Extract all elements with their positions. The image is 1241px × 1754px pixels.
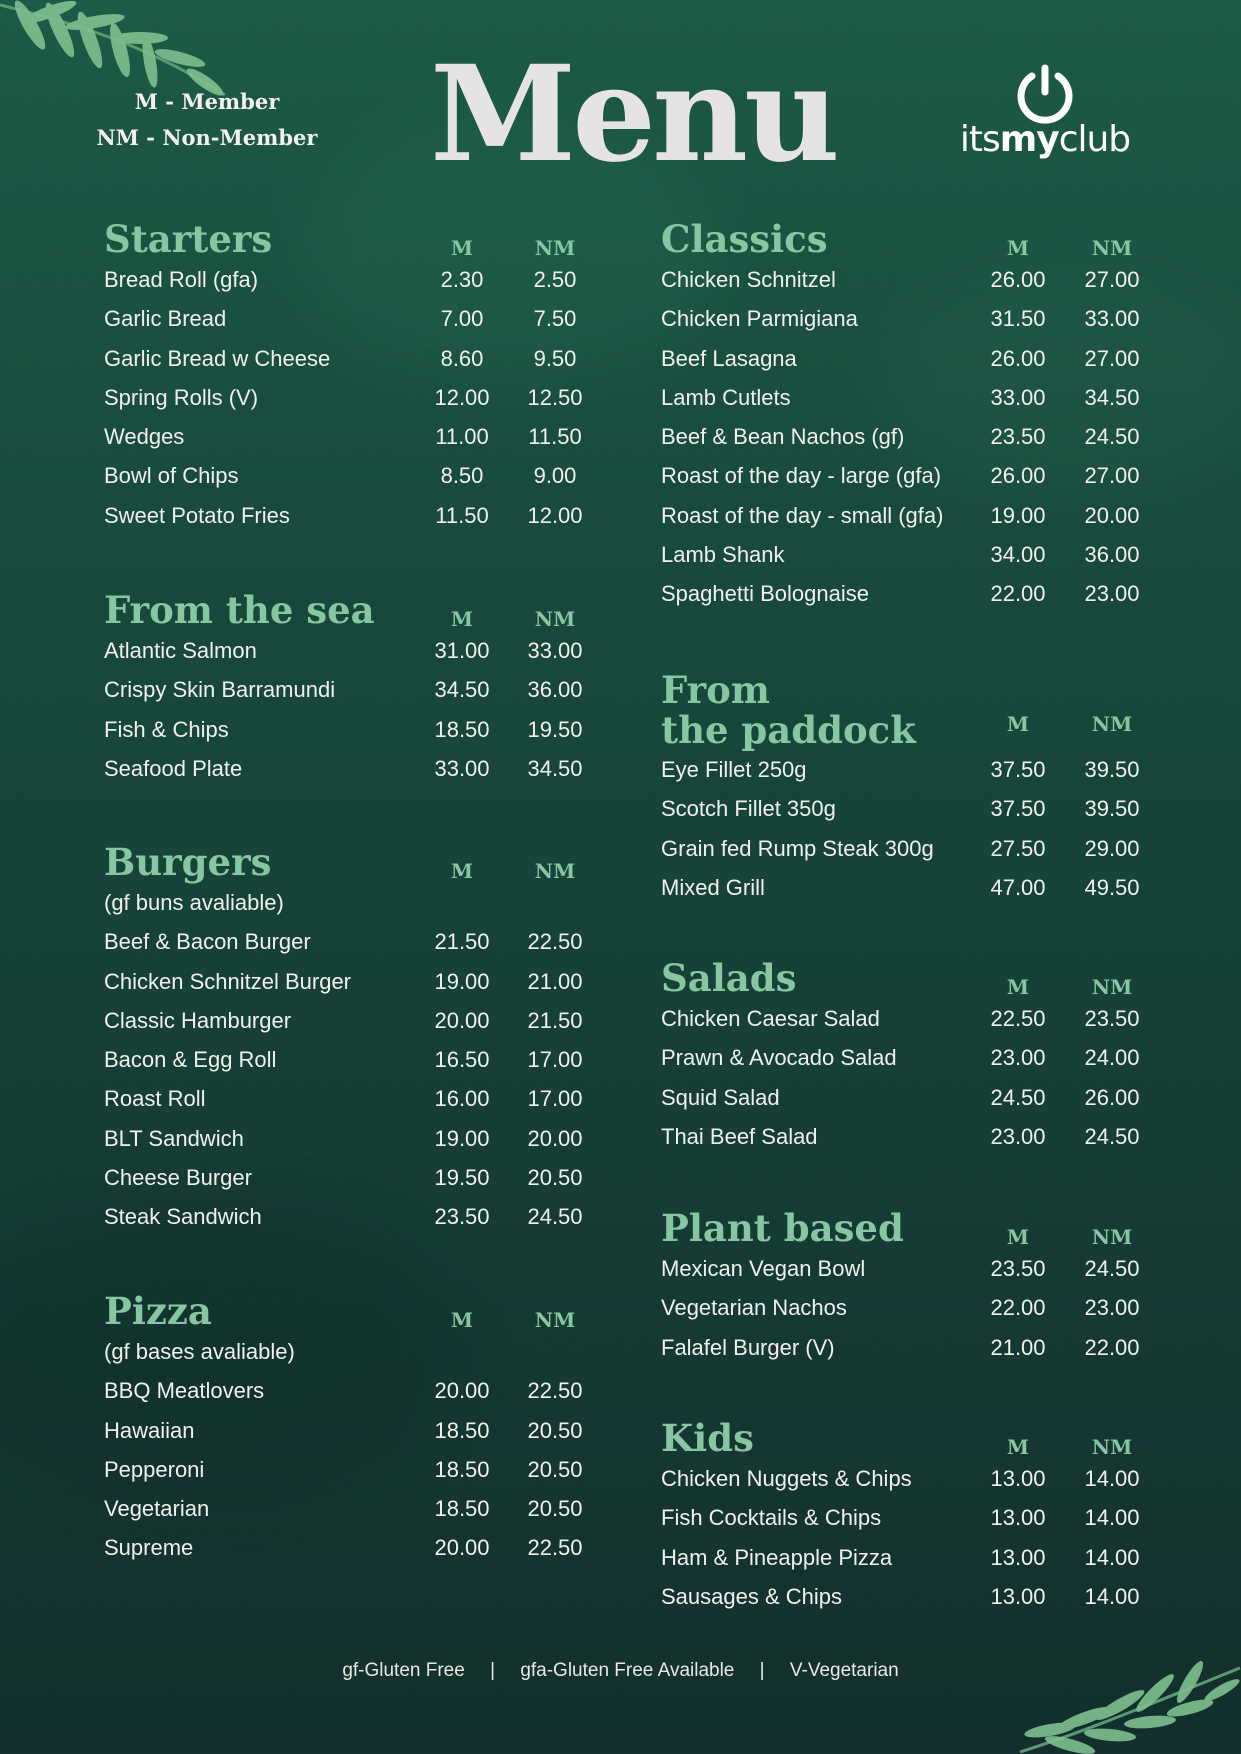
footer-separator: | <box>759 1660 765 1681</box>
member-price: 13.00 <box>990 1505 1046 1531</box>
menu-item-name: Atlantic Salmon <box>104 638 257 663</box>
menu-item-name: Squid Salad <box>661 1084 780 1110</box>
menu-item-name: Supreme <box>104 1535 194 1561</box>
column-header-member: M <box>450 859 474 883</box>
footer-gluten-free: gf-Gluten Free <box>342 1660 465 1681</box>
menu-item-name: BBQ Meatlovers <box>104 1378 265 1404</box>
member-price: 22.50 <box>990 1006 1046 1031</box>
section-title: Pizza <box>104 1289 212 1333</box>
member-price: 20.00 <box>434 1007 490 1033</box>
section-note: (gf bases avaliable) <box>104 1339 295 1364</box>
menu-item <box>661 417 1161 456</box>
member-price: 13.00 <box>990 1583 1046 1609</box>
menu-item <box>661 1078 1161 1117</box>
non-member-price: 14.00 <box>1084 1583 1140 1609</box>
menu-item <box>661 1288 1161 1327</box>
non-member-price: 36.00 <box>1084 542 1140 568</box>
menu-item-name: Roast of the day - large (gfa) <box>661 463 942 489</box>
menu-item-name: Beef & Bacon Burger <box>104 929 311 955</box>
column-header-member: M <box>450 1308 474 1332</box>
column-header-member: M <box>1006 1435 1030 1459</box>
member-price: 18.50 <box>434 1417 490 1443</box>
menu-item-name: Fish Cocktails & Chips <box>661 1505 882 1531</box>
column-header-non-member: NM <box>534 859 576 883</box>
menu-item <box>661 456 1161 495</box>
menu-item <box>661 750 1161 789</box>
non-member-price: 27.00 <box>1084 267 1140 292</box>
non-member-price: 33.00 <box>527 638 583 663</box>
menu-item <box>104 1040 604 1079</box>
menu-item <box>104 1528 604 1567</box>
non-member-price: 33.00 <box>1084 306 1140 332</box>
menu-item <box>104 1001 604 1040</box>
member-price: 8.50 <box>440 463 484 489</box>
menu-item-name: Beef Lasagna <box>661 345 797 371</box>
non-member-price: 17.00 <box>527 1086 583 1112</box>
member-price: 24.50 <box>990 1084 1046 1110</box>
member-price: 16.50 <box>434 1047 490 1073</box>
menu-item-name: Mixed Grill <box>661 874 765 900</box>
menu-item-name: Chicken Caesar Salad <box>661 1006 880 1031</box>
menu-item <box>104 417 604 456</box>
menu-item <box>104 1079 604 1118</box>
member-price: 23.00 <box>990 1123 1046 1149</box>
menu-item-name: Bacon & Egg Roll <box>104 1047 277 1073</box>
member-price: 7.00 <box>440 306 484 332</box>
non-member-price: 7.50 <box>533 306 577 332</box>
menu-item-name: Chicken Parmigiana <box>661 306 858 332</box>
member-price: 34.00 <box>990 542 1046 568</box>
menu-item <box>661 1249 1161 1288</box>
menu-item-name: Falafel Burger (V) <box>661 1334 835 1360</box>
member-price: 11.00 <box>435 424 489 450</box>
menu-item-name: Eye Fillet 250g <box>661 757 807 782</box>
non-member-price: 23.00 <box>1084 581 1140 607</box>
menu-item-name: Garlic Bread <box>104 306 227 332</box>
non-member-price: 14.00 <box>1084 1505 1140 1531</box>
section-title: Kids <box>661 1416 754 1460</box>
menu-item <box>661 868 1161 907</box>
member-price: 23.50 <box>990 424 1046 450</box>
non-member-price: 20.00 <box>527 1125 583 1151</box>
non-member-price: 27.00 <box>1084 345 1140 371</box>
menu-item <box>661 1459 1161 1498</box>
non-member-price: 20.50 <box>527 1496 583 1522</box>
menu-item <box>661 789 1161 828</box>
non-member-price: 22.50 <box>527 1378 583 1404</box>
menu-item-name: Spaghetti Bolognaise <box>661 581 869 607</box>
menu-item <box>104 710 604 749</box>
menu-item-name: Beef & Bean Nachos (gf) <box>661 424 905 450</box>
menu-item <box>661 339 1161 378</box>
menu-item <box>104 922 604 961</box>
non-member-price: 9.00 <box>533 463 577 489</box>
member-price: 22.00 <box>990 581 1046 607</box>
non-member-price: 20.50 <box>527 1165 583 1191</box>
menu-title: Menu <box>430 37 837 192</box>
member-price: 21.50 <box>434 929 490 955</box>
non-member-price: 24.50 <box>1084 424 1140 450</box>
menu-item-name: Bread Roll (gfa) <box>104 267 259 292</box>
menu-item <box>661 378 1161 417</box>
menu-item <box>104 260 604 299</box>
menu-item-name: Mexican Vegan Bowl <box>661 1256 866 1281</box>
menu-item-name: Classic Hamburger <box>104 1007 292 1033</box>
menu-item-name: Chicken Schnitzel Burger <box>104 968 352 994</box>
member-price: 18.50 <box>434 1456 490 1482</box>
menu-item-name: Spring Rolls (V) <box>104 384 259 410</box>
member-price: 47.00 <box>990 874 1046 900</box>
section-kids <box>661 1411 1161 1616</box>
non-member-price: 27.00 <box>1084 463 1140 489</box>
dietary-legend-footer <box>0 1660 1241 1682</box>
section-title: Salads <box>661 956 797 1000</box>
section-burgers <box>104 835 604 1237</box>
member-price: 19.00 <box>990 502 1046 528</box>
member-price: 37.50 <box>990 796 1046 822</box>
column-header-member: M <box>1006 1225 1030 1249</box>
menu-item <box>661 1328 1161 1367</box>
section-title: Classics <box>661 217 828 261</box>
menu-item-name: Chicken Nuggets & Chips <box>661 1466 912 1491</box>
member-price: 16.00 <box>434 1086 490 1112</box>
section-from-the-sea <box>104 583 604 788</box>
menu-item-name: Sausages & Chips <box>661 1583 842 1609</box>
non-member-price: 14.00 <box>1084 1544 1140 1570</box>
non-member-price: 22.50 <box>527 1535 583 1561</box>
non-member-price: 36.00 <box>527 677 583 703</box>
section-plant-based <box>661 1201 1161 1367</box>
menu-item-name: Wedges <box>104 424 185 450</box>
member-price: 8.60 <box>440 345 484 371</box>
menu-item <box>104 1450 604 1489</box>
menu-item <box>104 1411 604 1450</box>
menu-item <box>661 496 1161 535</box>
non-member-price: 14.00 <box>1084 1466 1140 1491</box>
non-member-price: 23.50 <box>1084 1006 1140 1031</box>
member-price: 33.00 <box>990 384 1046 410</box>
column-header-member: M <box>1006 975 1030 999</box>
menu-item-name: Ham & Pineapple Pizza <box>661 1544 893 1570</box>
menu-item <box>661 535 1161 574</box>
menu-item <box>104 496 604 535</box>
non-member-price: 20.50 <box>527 1456 583 1482</box>
non-member-price: 39.50 <box>1084 796 1140 822</box>
column-header-member: M <box>1006 712 1030 736</box>
non-member-price: 24.50 <box>527 1204 583 1230</box>
member-price: 26.00 <box>990 345 1046 371</box>
member-price: 12.00 <box>434 384 490 410</box>
footer-separator: | <box>490 1660 496 1681</box>
section-title: Burgers <box>104 840 272 884</box>
member-price: 26.00 <box>990 463 1046 489</box>
section-title: From the paddock <box>661 668 916 752</box>
section-title: Starters <box>104 217 273 261</box>
menu-item-name: Steak Sandwich <box>104 1204 262 1230</box>
section-pizza <box>104 1284 604 1568</box>
non-member-price: 29.00 <box>1084 835 1140 861</box>
menu-item <box>661 1498 1161 1537</box>
section-title: Plant based <box>661 1206 904 1250</box>
non-member-price: 19.50 <box>527 716 583 742</box>
non-member-price: 20.50 <box>527 1417 583 1443</box>
menu-item-name: Roast Roll <box>104 1086 206 1112</box>
non-member-price: 2.50 <box>533 267 577 292</box>
non-member-price: 17.00 <box>527 1047 583 1073</box>
column-header-non-member: NM <box>534 1308 576 1332</box>
member-price: 31.50 <box>990 306 1046 332</box>
member-price: 18.50 <box>434 1496 490 1522</box>
non-member-price: 21.50 <box>527 1007 583 1033</box>
menu-item-name: Crispy Skin Barramundi <box>104 677 336 703</box>
section-note: (gf buns avaliable) <box>104 890 284 915</box>
column-header-member: M <box>450 607 474 631</box>
footer-vegetarian: V-Vegetarian <box>789 1660 899 1681</box>
section-starters <box>104 212 604 535</box>
menu-item <box>104 299 604 338</box>
menu-item <box>661 1577 1161 1616</box>
non-member-price: 20.00 <box>1084 502 1140 528</box>
non-member-price: 34.50 <box>1084 384 1140 410</box>
member-price: 27.50 <box>990 835 1046 861</box>
non-member-price: 39.50 <box>1084 757 1140 782</box>
non-member-price: 23.00 <box>1084 1295 1140 1321</box>
menu-item <box>104 670 604 709</box>
non-member-price: 11.50 <box>528 424 582 450</box>
menu-item <box>661 574 1161 613</box>
menu-item-name: Lamb Shank <box>661 542 785 568</box>
member-price: 13.00 <box>990 1544 1046 1570</box>
non-member-price: 49.50 <box>1084 874 1140 900</box>
menu-item <box>661 829 1161 868</box>
member-price: 23.00 <box>990 1045 1046 1071</box>
column-header-non-member: NM <box>1091 712 1133 736</box>
member-price: 19.50 <box>434 1165 490 1191</box>
menu-item <box>661 260 1161 299</box>
menu-item <box>104 749 604 788</box>
non-member-price: 22.50 <box>527 929 583 955</box>
menu-item-name: Chicken Schnitzel <box>661 267 836 292</box>
member-price: 22.00 <box>990 1295 1046 1321</box>
member-price: 23.50 <box>990 1256 1046 1281</box>
menu-item <box>104 339 604 378</box>
menu-item <box>661 299 1161 338</box>
section-salads <box>661 951 1161 1156</box>
section-title: From the sea <box>104 588 375 632</box>
member-price: 11.50 <box>435 502 489 528</box>
menu-item-name: Vegetarian <box>104 1496 210 1522</box>
menu-item <box>104 1119 604 1158</box>
menu-item-name: Roast of the day - small (gfa) <box>661 502 944 528</box>
non-member-price: 22.00 <box>1084 1334 1140 1360</box>
menu-item <box>104 1197 604 1236</box>
menu-item-name: Seafood Plate <box>104 755 243 781</box>
menu-item-name: Prawn & Avocado Salad <box>661 1045 897 1071</box>
non-member-price: 24.50 <box>1084 1256 1140 1281</box>
menu-item-name: Cheese Burger <box>104 1165 252 1191</box>
member-price: 37.50 <box>990 757 1046 782</box>
menu-item <box>661 999 1161 1038</box>
member-price: 34.50 <box>434 677 490 703</box>
menu-item <box>104 1489 604 1528</box>
member-price: 2.30 <box>440 267 484 292</box>
column-header-member: M <box>1006 236 1030 260</box>
column-header-non-member: NM <box>534 236 576 260</box>
non-member-price: 34.50 <box>527 755 583 781</box>
non-member-price: 21.00 <box>527 968 583 994</box>
menu-item <box>661 1038 1161 1077</box>
non-member-price: 12.50 <box>527 384 583 410</box>
menu-item-name: Lamb Cutlets <box>661 384 791 410</box>
menu-item <box>104 456 604 495</box>
membership-legend <box>92 84 322 156</box>
member-price: 19.00 <box>434 968 490 994</box>
member-price: 21.00 <box>990 1334 1046 1360</box>
menu-item-name: Thai Beef Salad <box>661 1123 818 1149</box>
menu-item-name: Vegetarian Nachos <box>661 1295 847 1321</box>
non-member-price: 9.50 <box>533 345 577 371</box>
menu-item-name: Pepperoni <box>104 1456 205 1482</box>
column-header-non-member: NM <box>1091 1435 1133 1459</box>
menu-item-name: Scotch Fillet 350g <box>661 796 836 822</box>
itsmyclub-logo <box>956 64 1134 168</box>
legend-member: M - Member <box>134 89 280 114</box>
section-classics <box>661 212 1161 614</box>
menu-item <box>104 631 604 670</box>
logo-wordmark: itsmyclub <box>959 119 1131 160</box>
menu-item <box>104 1158 604 1197</box>
menu-item-name: Garlic Bread w Cheese <box>104 345 331 371</box>
menu-item-name: Grain fed Rump Steak 300g <box>661 835 934 861</box>
menu-item-name: Hawaiian <box>104 1417 195 1443</box>
non-member-price: 12.00 <box>527 502 583 528</box>
member-price: 20.00 <box>434 1378 490 1404</box>
member-price: 18.50 <box>434 716 490 742</box>
legend-non-member: NM - Non-Member <box>96 125 318 150</box>
section-from-the-paddock <box>661 668 1161 907</box>
column-header-non-member: NM <box>1091 975 1133 999</box>
member-price: 26.00 <box>990 267 1046 292</box>
menu-item-name: BLT Sandwich <box>104 1125 244 1151</box>
menu-item <box>104 378 604 417</box>
member-price: 23.50 <box>434 1204 490 1230</box>
member-price: 19.00 <box>434 1125 490 1151</box>
footer-gluten-free-available: gfa-Gluten Free Available <box>520 1660 735 1681</box>
member-price: 31.00 <box>434 638 490 663</box>
non-member-price: 26.00 <box>1084 1084 1140 1110</box>
menu-item <box>104 1371 604 1410</box>
menu-item <box>661 1117 1161 1156</box>
member-price: 20.00 <box>434 1535 490 1561</box>
column-header-non-member: NM <box>1091 236 1133 260</box>
menu-item <box>104 962 604 1001</box>
menu-item <box>661 1538 1161 1577</box>
member-price: 33.00 <box>434 755 490 781</box>
menu-item-name: Bowl of Chips <box>104 463 239 489</box>
non-member-price: 24.00 <box>1084 1045 1140 1071</box>
menu-item-name: Sweet Potato Fries <box>104 502 290 528</box>
power-icon <box>1014 64 1076 126</box>
member-price: 13.00 <box>990 1466 1046 1491</box>
non-member-price: 24.50 <box>1084 1123 1140 1149</box>
column-header-non-member: NM <box>1091 1225 1133 1249</box>
column-header-member: M <box>450 236 474 260</box>
menu-item-name: Fish & Chips <box>104 716 229 742</box>
column-header-non-member: NM <box>534 607 576 631</box>
